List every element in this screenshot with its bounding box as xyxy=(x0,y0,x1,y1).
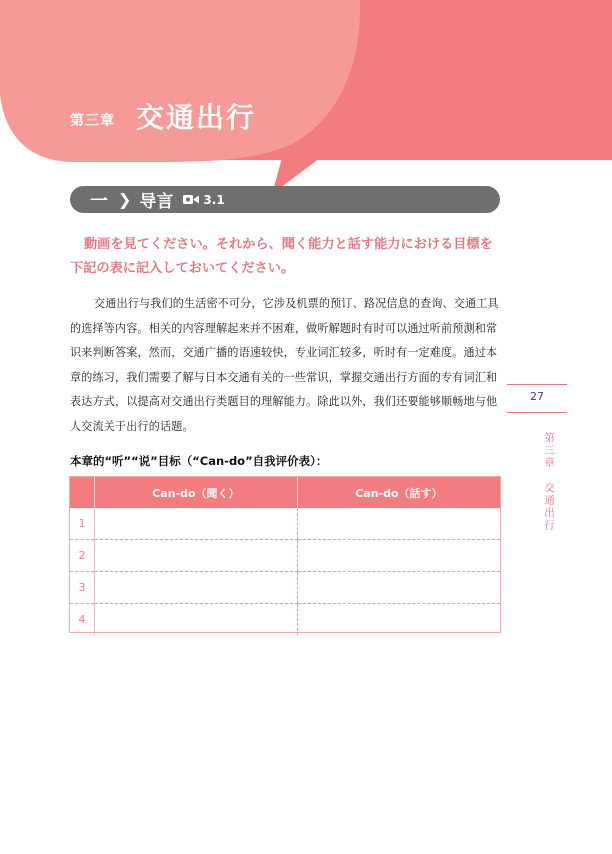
speak-goal-cell[interactable] xyxy=(297,508,500,540)
table-header-speak: Can-do（話す） xyxy=(297,477,500,508)
speak-goal-cell[interactable] xyxy=(297,572,500,604)
video-camera-icon[interactable] xyxy=(183,194,199,205)
video-reference[interactable]: 3.1 xyxy=(203,192,225,207)
speak-goal-cell[interactable] xyxy=(297,540,500,572)
page-number: 27 xyxy=(530,390,544,403)
page-number-top-rule xyxy=(507,384,567,385)
table-row xyxy=(70,508,500,540)
table-row xyxy=(70,572,500,604)
table-row xyxy=(70,540,500,572)
table-header-row xyxy=(70,477,500,508)
table-header-listen: Can-do（聞く） xyxy=(95,477,298,508)
goal-heading: 本章的“听”“说”目标（“Can-do”自我评价表）： xyxy=(70,454,328,468)
table-header-num xyxy=(70,477,95,508)
page-number-bottom-rule xyxy=(507,412,567,413)
cando-table xyxy=(70,477,500,635)
row-number: 4 xyxy=(70,604,95,636)
side-chapter-label: 第三章 交通出行 xyxy=(543,432,555,532)
section-header xyxy=(70,186,500,213)
chapter-label: 第三章 xyxy=(70,113,115,129)
intro-paragraph: 交通出行与我们的生活密不可分，它涉及机票的预订、路况信息的查询、交通工具的选择等内容。相关的内容理解起来并不困难，做听解题时有时可以通过听前预测和常识来判断答案，然而，交通广播的语速较快，专业词汇较多，听时有一定难度。通过本章的练习，我们需要了解与日本交通有关的一些常识，掌握交通出行方面的专有词汇和表达方式，以提高对交通出行类题目的理解能力。除此以外，我们还要能够顺畅地与他人交流关于出行的话题。 xyxy=(70,297,499,433)
listen-goal-cell[interactable] xyxy=(95,508,298,540)
row-number: 1 xyxy=(70,508,95,540)
section-title: 导言 xyxy=(139,192,174,212)
instruction-text: 動画を見てください。それから、聞く能力と話す能力における目標を下記の表に記入しておいてください。 xyxy=(70,237,493,276)
section-number: 一 xyxy=(90,190,108,212)
listen-goal-cell[interactable] xyxy=(95,572,298,604)
table-row xyxy=(70,604,500,636)
listen-goal-cell[interactable] xyxy=(95,540,298,572)
listen-goal-cell[interactable] xyxy=(95,604,298,636)
chapter-title: 交通出行 xyxy=(136,101,257,134)
chevron-right-icon: ❯ xyxy=(118,190,132,209)
speak-goal-cell[interactable] xyxy=(297,604,500,636)
row-number: 2 xyxy=(70,540,95,572)
chapter-banner xyxy=(0,0,612,200)
row-number: 3 xyxy=(70,572,95,604)
